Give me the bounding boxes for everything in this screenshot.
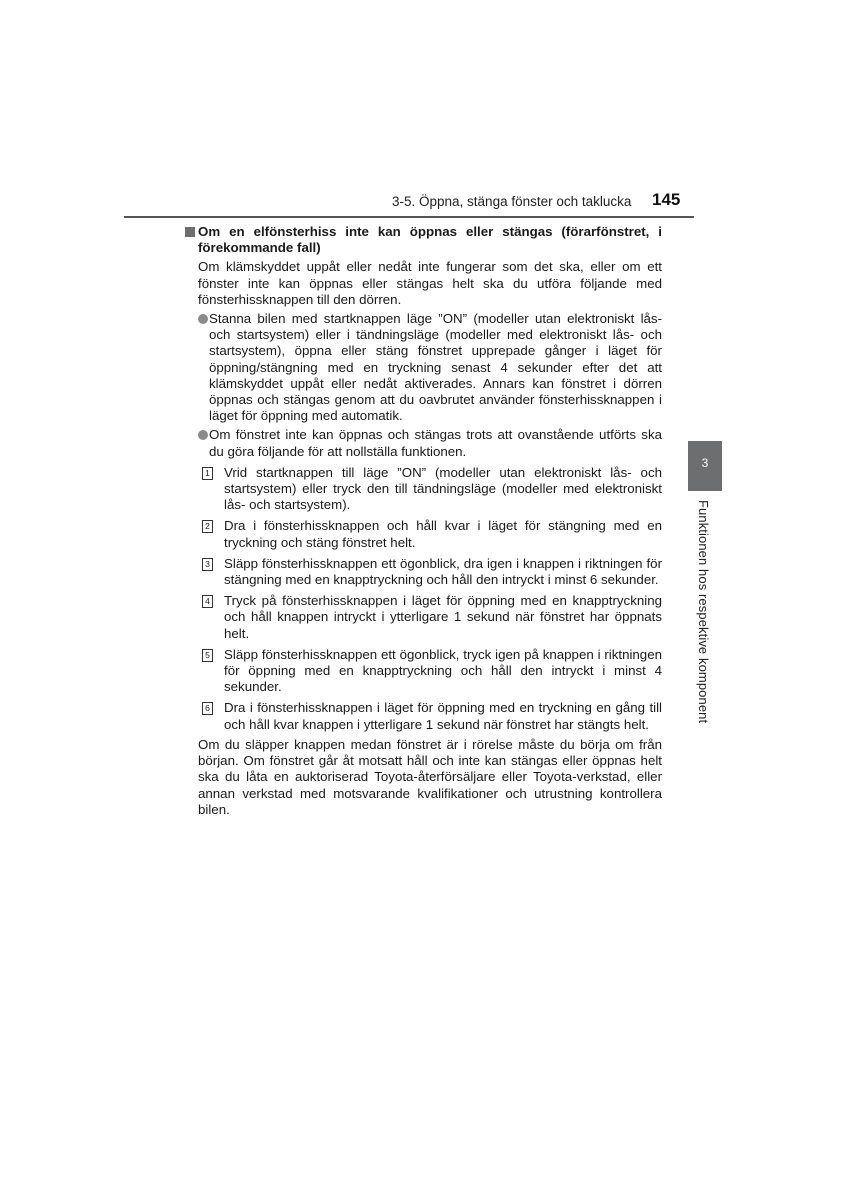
- bullet-text: Om fönstret inte kan öppnas och stängas trots att ovanstående utförts ska du göra följande för att nollställa funktionen.: [209, 427, 662, 459]
- chapter-label: Funktionen hos respektive komponent: [696, 500, 711, 724]
- step-number-box: 2: [202, 520, 213, 533]
- circle-bullet-icon: [198, 314, 208, 324]
- bullet-item: [198, 311, 662, 424]
- chapter-tab: 3: [688, 441, 722, 491]
- step-number-box: 4: [202, 595, 213, 608]
- step-number-box: 1: [202, 467, 213, 480]
- page-content: [184, 224, 662, 818]
- step-text: Vrid startknappen till läge ”ON” (modeller utan elektroniskt lås- och startsystem) eller tryck den till tändningsläge (modeller med elektroniskt lås- och startsystem).: [224, 464, 662, 513]
- step-item: [202, 700, 662, 732]
- step-item: [202, 593, 662, 642]
- step-text: Dra i fönsterhissknappen i läget för öppning med en tryckning en gång till och håll kvar knappen i ytterligare 1 sekund när fönstret har stängts helt.: [224, 700, 662, 732]
- step-number-box: 3: [202, 558, 213, 571]
- closing-paragraph: Om du släpper knappen medan fönstret är i rörelse måste du börja om från början. Om fönstret går åt motsatt håll och inte kan stängas eller öppnas helt ska du låta en auktoriserad Toyota-återförsäljare eller Toyota-verkstad, eller annan verkstad med motsvarande kvalifikationer och utrustning kontrollera bilen.: [198, 736, 662, 817]
- step-item: [202, 556, 662, 588]
- bullet-item: [198, 427, 662, 459]
- step-item: [202, 465, 662, 514]
- square-bullet-icon: [185, 227, 195, 237]
- header-divider: [124, 216, 694, 218]
- step-item: [202, 647, 662, 696]
- circle-bullet-icon: [198, 430, 208, 440]
- page-number: 145: [652, 190, 681, 209]
- step-text: Tryck på fönsterhissknappen i läget för öppning med en knapptryckning och håll knappen intryckt i ytterligare 1 sekund när fönstret har öppnats helt.: [224, 593, 662, 641]
- intro-paragraph: Om klämskyddet uppåt eller nedåt inte fungerar som det ska, eller om ett fönster inte kan öppnas eller stängas helt ska du utföra följande med fönsterhissknappen till den dörren.: [198, 259, 662, 307]
- step-text: Släpp fönsterhissknappen ett ögonblick, tryck igen på knappen i riktningen för öppning med en knapptryckning och håll den intryckt i minst 4 sekunder.: [224, 646, 662, 695]
- step-text: Släpp fönsterhissknappen ett ögonblick, dra igen i knappen i riktningen för stängning med en knapptryckning och håll den intryckt i minst 6 sekunder.: [224, 555, 662, 588]
- step-number-box: 5: [202, 649, 213, 662]
- step-text: Dra i fönsterhissknappen och håll kvar i läget för stängning med en tryckning och stäng fönstret helt.: [224, 518, 662, 550]
- step-number-box: 6: [202, 702, 213, 715]
- bullet-text: Stanna bilen med startknappen läge ”ON” (modeller utan elektroniskt lås- och startsystem) eller i tändningsläge (modeller med elektroniskt lås- och startsystem), öppna eller stäng fönstret upprepade gånger i läget för öppning/stängning med en tryckning senast 4 sekunder efter det att klämskyddet uppåt eller nedåt aktiverades. Annars kan fönstret i dörren öppnas och stängas genom att du oavbrutet använder fönsterhissknappen i läget för öppning med automatik.: [209, 311, 662, 424]
- section-title: 3-5. Öppna, stänga fönster och taklucka: [392, 194, 632, 209]
- section-heading-text: Om en elfönsterhiss inte kan öppnas eller stängas (förarfönstret, i förekommande fall): [198, 224, 662, 256]
- step-item: [202, 518, 662, 550]
- section-heading: [184, 224, 662, 256]
